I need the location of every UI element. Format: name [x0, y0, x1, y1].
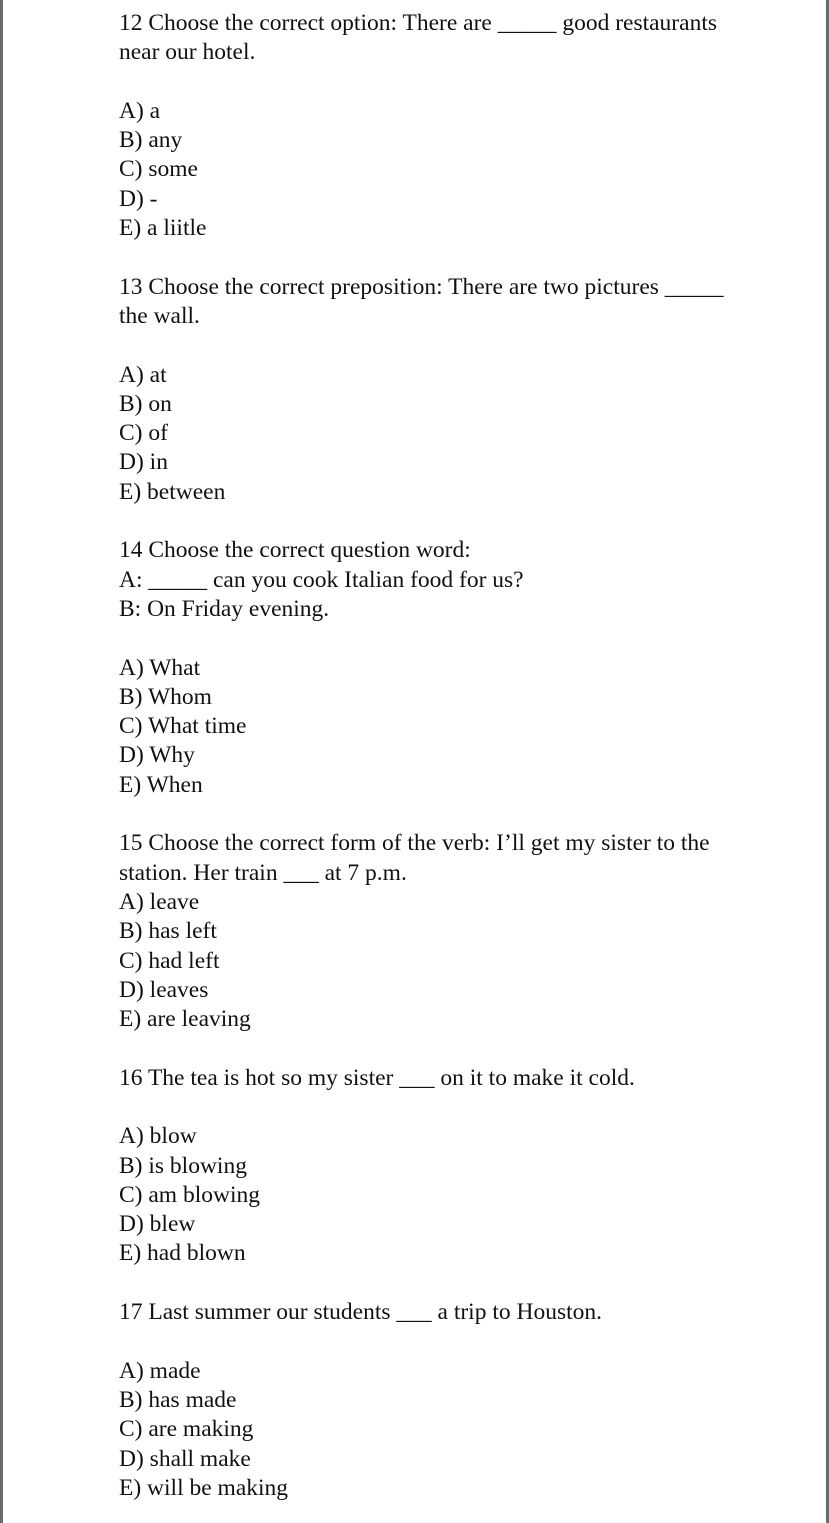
answer-option[interactable]: E) a liitle [119, 215, 207, 242]
answer-option[interactable]: E) are leaving [119, 1006, 251, 1033]
question-13 [119, 273, 769, 507]
left-border [0, 0, 3, 1523]
answer-option[interactable]: A) leave [119, 888, 200, 915]
answer-options [119, 654, 769, 800]
answer-options [119, 361, 769, 507]
question-15 [119, 829, 769, 1034]
answer-option[interactable]: D) Why [119, 742, 195, 769]
question-stem: station. Her train ___ at 7 p.m. [119, 859, 407, 886]
question-stem: B: On Friday evening. [119, 595, 330, 622]
answer-option[interactable]: A) at [119, 361, 167, 388]
quiz-page [119, 9, 769, 1503]
answer-option[interactable]: A) What [119, 654, 201, 681]
answer-options [119, 1122, 769, 1268]
question-stem: near our hotel. [119, 39, 256, 66]
answer-option[interactable]: E) When [119, 771, 203, 798]
answer-option[interactable]: D) - [119, 185, 158, 212]
answer-option[interactable]: E) will be making [119, 1474, 289, 1501]
answer-option[interactable]: C) some [119, 156, 198, 183]
answer-option[interactable]: D) leaves [119, 976, 209, 1003]
answer-option[interactable]: C) of [119, 420, 168, 447]
answer-option[interactable]: B) has left [119, 918, 217, 945]
question-stem: 14 Choose the correct question word: [119, 537, 471, 564]
answer-option[interactable]: D) blew [119, 1211, 196, 1238]
answer-option[interactable]: B) on [119, 390, 172, 417]
question-stem: 13 Choose the correct preposition: There are two pictures _____ [119, 273, 724, 300]
answer-option[interactable]: A) blow [119, 1123, 197, 1150]
question-stem: 15 Choose the correct form of the verb: I’ll get my sister to the [119, 830, 710, 857]
question-17 [119, 1298, 769, 1503]
answer-options [119, 1357, 769, 1503]
question-stem: A: _____ can you cook Italian food for us? [119, 566, 524, 593]
answer-option[interactable]: E) between [119, 478, 226, 505]
answer-option[interactable]: C) are making [119, 1416, 254, 1443]
question-stem: 16 The tea is hot so my sister ___ on it to make it cold. [119, 1064, 635, 1091]
answer-option[interactable]: A) made [119, 1357, 201, 1384]
answer-option[interactable]: B) is blowing [119, 1152, 247, 1179]
question-stem: the wall. [119, 302, 200, 329]
answer-option[interactable]: B) has made [119, 1386, 237, 1413]
answer-option[interactable]: E) had blown [119, 1240, 246, 1267]
answer-option[interactable]: D) in [119, 449, 168, 476]
answer-options [119, 97, 769, 243]
question-stem: 17 Last summer our students ___ a trip to Houston. [119, 1299, 603, 1326]
question-16 [119, 1064, 769, 1269]
answer-option[interactable]: D) shall make [119, 1445, 251, 1472]
answer-options [119, 888, 769, 1034]
answer-option[interactable]: C) What time [119, 713, 247, 740]
answer-option[interactable]: C) had left [119, 947, 220, 974]
question-stem: 12 Choose the correct option: There are _____ good restaurants [119, 10, 717, 36]
answer-option[interactable]: C) am blowing [119, 1181, 260, 1208]
answer-option[interactable]: A) a [119, 97, 161, 124]
answer-option[interactable]: B) any [119, 127, 183, 154]
answer-option[interactable]: B) Whom [119, 683, 212, 710]
question-14 [119, 536, 769, 800]
question-12 [119, 9, 769, 243]
